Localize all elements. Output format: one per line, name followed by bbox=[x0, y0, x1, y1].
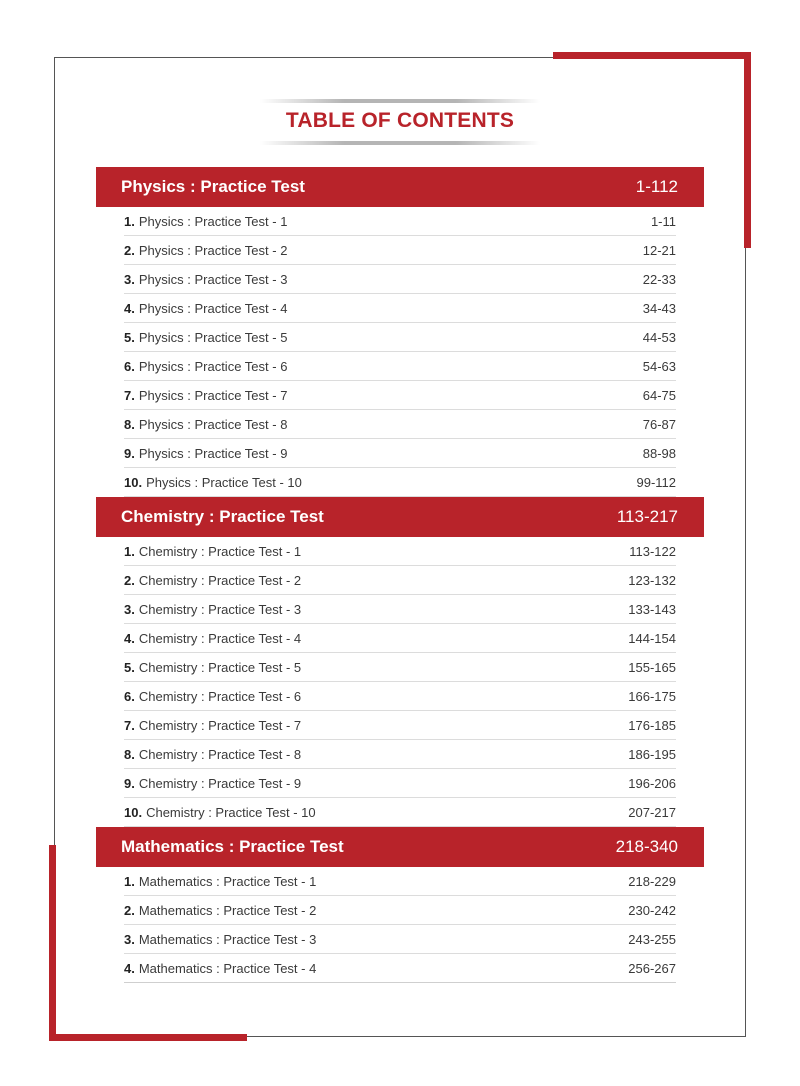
entry-label: Physics : Practice Test - 8 bbox=[138, 416, 288, 432]
entry-page-range: 218-229 bbox=[628, 873, 676, 889]
entry-title bbox=[124, 805, 316, 820]
entry-page-range: 34-43 bbox=[642, 300, 676, 316]
entry-label: Chemistry : Practice Test - 2 bbox=[138, 572, 302, 588]
entry-number: 10. bbox=[124, 804, 143, 820]
entry-page-range: 176-185 bbox=[628, 717, 676, 733]
entry-label: Physics : Practice Test - 6 bbox=[138, 358, 288, 374]
entry-number: 7. bbox=[124, 717, 135, 733]
entry-label: Mathematics : Practice Test - 4 bbox=[138, 960, 317, 976]
entry-title bbox=[124, 544, 301, 559]
entry-page-range: 1-11 bbox=[650, 213, 676, 229]
toc-entry[interactable] bbox=[124, 294, 676, 323]
entry-title bbox=[124, 359, 287, 374]
entry-number: 7. bbox=[124, 387, 135, 403]
entry-page-range: 64-75 bbox=[642, 387, 676, 403]
section-page-range: 218-340 bbox=[615, 837, 678, 856]
entry-number: 8. bbox=[124, 416, 135, 432]
entry-title bbox=[124, 776, 301, 791]
toc-entry[interactable] bbox=[124, 323, 676, 352]
corner-accent-top-right-side bbox=[744, 52, 751, 248]
entry-label: Physics : Practice Test - 7 bbox=[138, 387, 288, 403]
entry-number: 5. bbox=[124, 329, 135, 345]
toc-entry[interactable] bbox=[124, 468, 676, 497]
entry-label: Chemistry : Practice Test - 1 bbox=[138, 543, 302, 559]
entry-title bbox=[124, 961, 316, 976]
entry-number: 4. bbox=[124, 300, 135, 316]
entry-number: 2. bbox=[124, 572, 135, 588]
toc-entry[interactable] bbox=[124, 265, 676, 294]
entry-title bbox=[124, 602, 301, 617]
entry-number: 6. bbox=[124, 358, 135, 374]
section-header[interactable] bbox=[96, 497, 704, 537]
entry-label: Chemistry : Practice Test - 8 bbox=[138, 746, 302, 762]
entry-page-range: 144-154 bbox=[628, 630, 676, 646]
toc-entry[interactable] bbox=[124, 595, 676, 624]
entry-title bbox=[124, 214, 287, 229]
entry-number: 5. bbox=[124, 659, 135, 675]
section-entry-list bbox=[96, 207, 704, 497]
entry-label: Mathematics : Practice Test - 1 bbox=[138, 873, 317, 889]
entry-title bbox=[124, 243, 287, 258]
entry-title bbox=[124, 932, 316, 947]
entry-page-range: 196-206 bbox=[628, 775, 676, 791]
entry-page-range: 88-98 bbox=[642, 445, 676, 461]
entry-page-range: 186-195 bbox=[628, 746, 676, 762]
entry-page-range: 155-165 bbox=[628, 659, 676, 675]
toc-entry[interactable] bbox=[124, 236, 676, 265]
section-header[interactable] bbox=[96, 167, 704, 207]
entry-page-range: 243-255 bbox=[628, 931, 676, 947]
entry-title bbox=[124, 446, 287, 461]
corner-accent-bottom-left-side bbox=[49, 845, 56, 1041]
entry-label: Chemistry : Practice Test - 10 bbox=[146, 804, 316, 820]
toc-entry[interactable] bbox=[124, 740, 676, 769]
entry-number: 1. bbox=[124, 213, 135, 229]
entry-label: Physics : Practice Test - 1 bbox=[138, 213, 288, 229]
entry-label: Physics : Practice Test - 10 bbox=[146, 474, 302, 490]
table-of-contents bbox=[96, 167, 704, 983]
entry-title bbox=[124, 874, 316, 889]
entry-page-range: 54-63 bbox=[642, 358, 676, 374]
entry-page-range: 133-143 bbox=[628, 601, 676, 617]
entry-page-range: 256-267 bbox=[628, 960, 676, 976]
entry-label: Chemistry : Practice Test - 7 bbox=[138, 717, 302, 733]
entry-number: 3. bbox=[124, 931, 135, 947]
title-banner bbox=[260, 99, 540, 145]
entry-number: 10. bbox=[124, 474, 143, 490]
entry-label: Chemistry : Practice Test - 4 bbox=[138, 630, 302, 646]
entry-number: 8. bbox=[124, 746, 135, 762]
toc-entry[interactable] bbox=[124, 381, 676, 410]
toc-entry[interactable] bbox=[124, 410, 676, 439]
corner-accent-top-right bbox=[553, 52, 751, 59]
entry-number: 1. bbox=[124, 543, 135, 559]
entry-title bbox=[124, 388, 287, 403]
section-header[interactable] bbox=[96, 827, 704, 867]
toc-entry[interactable] bbox=[124, 769, 676, 798]
entry-title bbox=[124, 330, 287, 345]
toc-entry[interactable] bbox=[124, 925, 676, 954]
toc-entry[interactable] bbox=[124, 439, 676, 468]
page-title: TABLE OF CONTENTS bbox=[285, 109, 515, 132]
entry-page-range: 113-122 bbox=[629, 543, 676, 559]
entry-label: Mathematics : Practice Test - 2 bbox=[138, 902, 317, 918]
entry-label: Physics : Practice Test - 2 bbox=[138, 242, 288, 258]
entry-label: Physics : Practice Test - 3 bbox=[138, 271, 288, 287]
section-title: Mathematics : Practice Test bbox=[121, 837, 344, 856]
section-title: Physics : Practice Test bbox=[121, 177, 305, 196]
entry-label: Chemistry : Practice Test - 5 bbox=[138, 659, 302, 675]
entry-title bbox=[124, 747, 301, 762]
title-rule-top bbox=[260, 99, 540, 103]
entry-number: 6. bbox=[124, 688, 135, 704]
entry-page-range: 44-53 bbox=[642, 329, 676, 345]
entry-page-range: 99-112 bbox=[636, 474, 676, 490]
entry-page-range: 76-87 bbox=[642, 416, 676, 432]
entry-title bbox=[124, 631, 301, 646]
entry-title bbox=[124, 718, 301, 733]
entry-number: 1. bbox=[124, 873, 135, 889]
title-rule-bottom bbox=[260, 141, 540, 145]
entry-page-range: 230-242 bbox=[628, 902, 676, 918]
entry-number: 4. bbox=[124, 630, 135, 646]
toc-entry[interactable] bbox=[124, 798, 676, 827]
entry-title bbox=[124, 689, 301, 704]
entry-label: Physics : Practice Test - 4 bbox=[138, 300, 288, 316]
entry-page-range: 123-132 bbox=[628, 572, 676, 588]
entry-number: 9. bbox=[124, 775, 135, 791]
toc-entry[interactable] bbox=[124, 711, 676, 740]
entry-number: 2. bbox=[124, 242, 135, 258]
entry-title bbox=[124, 272, 287, 287]
section-page-range: 113-217 bbox=[616, 507, 678, 526]
section-title: Chemistry : Practice Test bbox=[121, 507, 324, 526]
entry-title bbox=[124, 475, 302, 490]
entry-label: Chemistry : Practice Test - 6 bbox=[138, 688, 302, 704]
entry-title bbox=[124, 660, 301, 675]
toc-entry[interactable] bbox=[124, 352, 676, 381]
toc-entry[interactable] bbox=[124, 624, 676, 653]
toc-entry[interactable] bbox=[124, 653, 676, 682]
entry-title bbox=[124, 903, 316, 918]
entry-number: 3. bbox=[124, 601, 135, 617]
toc-entry[interactable] bbox=[124, 566, 676, 595]
toc-entry[interactable] bbox=[124, 954, 676, 983]
entry-number: 3. bbox=[124, 271, 135, 287]
corner-accent-bottom-left bbox=[49, 1034, 247, 1041]
entry-number: 9. bbox=[124, 445, 135, 461]
toc-entry[interactable] bbox=[124, 867, 676, 896]
entry-page-range: 12-21 bbox=[642, 242, 676, 258]
toc-entry[interactable] bbox=[124, 207, 676, 236]
entry-title bbox=[124, 573, 301, 588]
entry-page-range: 166-175 bbox=[628, 688, 676, 704]
entry-label: Chemistry : Practice Test - 3 bbox=[138, 601, 302, 617]
entry-label: Chemistry : Practice Test - 9 bbox=[138, 775, 302, 791]
section-entry-list bbox=[96, 867, 704, 983]
section-entry-list bbox=[96, 537, 704, 827]
entry-page-range: 207-217 bbox=[628, 804, 676, 820]
entry-number: 2. bbox=[124, 902, 135, 918]
entry-label: Physics : Practice Test - 5 bbox=[138, 329, 288, 345]
toc-entry[interactable] bbox=[124, 896, 676, 925]
toc-entry[interactable] bbox=[124, 682, 676, 711]
section-page-range: 1-112 bbox=[635, 177, 678, 196]
entry-label: Mathematics : Practice Test - 3 bbox=[138, 931, 317, 947]
entry-label: Physics : Practice Test - 9 bbox=[138, 445, 288, 461]
entry-page-range: 22-33 bbox=[642, 271, 676, 287]
toc-entry[interactable] bbox=[124, 537, 676, 566]
entry-number: 4. bbox=[124, 960, 135, 976]
entry-title bbox=[124, 301, 287, 316]
entry-title bbox=[124, 417, 287, 432]
